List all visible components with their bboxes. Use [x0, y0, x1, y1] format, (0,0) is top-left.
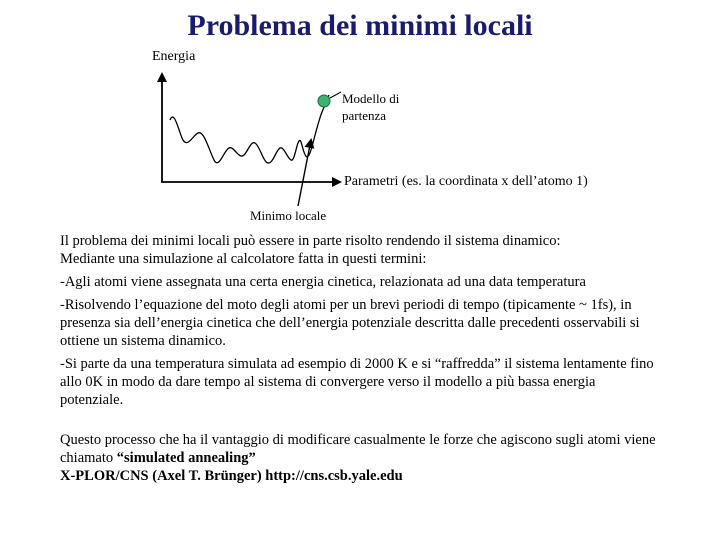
- intro-line2: Mediante una simulazione al calcolatore fatta in questi termini:: [60, 251, 427, 267]
- y-axis-label: Energia: [152, 49, 196, 64]
- start-label-line2: partenza: [342, 108, 387, 123]
- body-text: [60, 232, 660, 485]
- point-cooling: -Si parte da una temperatura simulata ad esempio di 2000 K e si “raffredda” il sistema lentamente fino allo 0K in modo da dare tempo al sistema di convergere verso il modello a più bassa energia potenziale.: [60, 356, 654, 408]
- x-axis-label: Parametri (es. la coordinata x dell’atomo 1): [344, 174, 588, 189]
- start-label-leader: [330, 92, 341, 98]
- point-equation-of-motion: -Risolvendo l’equazione del moto degli atomi per un brevi periodi di tempo (tipicamente ~ 1fs), in presenza sia dell’energia cinetica che dell’energia potenziale descritta dalle precedenti osservabili si ottiene un sistema dinamico.: [60, 297, 640, 349]
- point-kinetic-energy: -Agli atomi viene assegnata una certa energia cinetica, relazionata ad una data temperatura: [60, 274, 586, 290]
- start-point-marker: [318, 95, 330, 107]
- start-point-label: [342, 90, 432, 124]
- closing-text: Questo processo che ha il vantaggio di modificare casualmente le forze che agiscono sugli atomi viene chiamato: [60, 432, 656, 466]
- page-title: Problema dei minimi locali: [187, 9, 533, 42]
- local-minimum-arrow: [298, 140, 311, 206]
- local-minimum-label: Minimo locale: [250, 208, 327, 223]
- energy-curve: [170, 95, 329, 163]
- intro-line1: Il problema dei minimi locali può essere in parte risolto rendendo il sistema dinamico:: [60, 233, 561, 249]
- software-reference: X-PLOR/CNS (Axel T. Brünger) http://cns.csb.yale.edu: [60, 468, 403, 484]
- closing-paragraph: [60, 431, 660, 467]
- start-label-line1: Modello di: [342, 91, 400, 106]
- simulated-annealing-term: “simulated annealing”: [116, 450, 256, 466]
